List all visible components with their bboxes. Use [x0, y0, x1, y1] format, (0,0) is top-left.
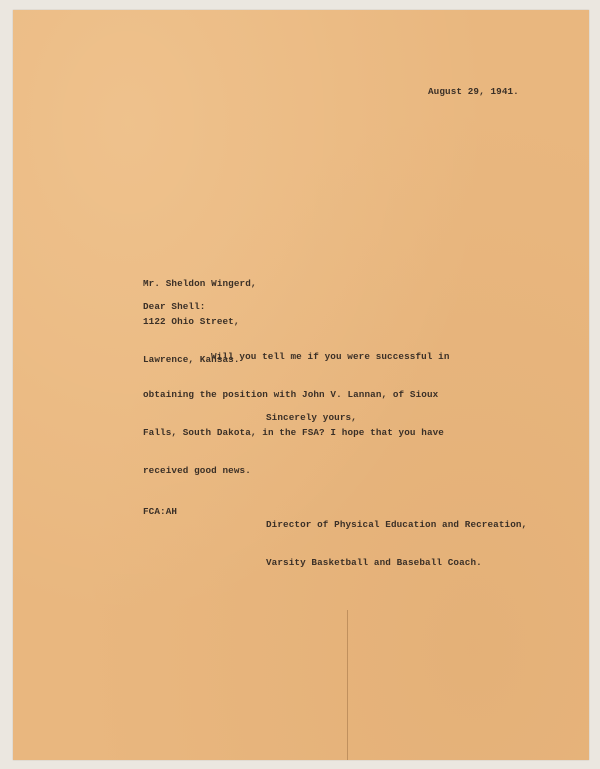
paper-fold-crease [347, 610, 348, 760]
body-line: Falls, South Dakota, in the FSA? I hope that you have [143, 426, 444, 438]
recipient-city: Lawrence, Kansas. [143, 353, 240, 365]
body-line: received good news. [143, 464, 251, 476]
recipient-name: Mr. Sheldon Wingerd, [143, 278, 257, 290]
signature-title-line: Varsity Basketball and Baseball Coach. [266, 556, 482, 568]
body-line: Will you tell me if you were successful in [211, 351, 450, 363]
salutation: Dear Shell: [143, 301, 206, 312]
recipient-street: 1122 Ohio Street, [143, 315, 240, 327]
letter-date: August 29, 1941. [428, 86, 519, 97]
signature-title [266, 494, 527, 595]
signature-title-line: Director of Physical Education and Recreation, [266, 519, 528, 531]
body-line: obtaining the position with John V. Lannan, of Sioux [143, 388, 439, 400]
typist-initials: FCA:AH [143, 506, 178, 517]
closing: Sincerely yours, [266, 412, 357, 423]
letter-page [13, 10, 589, 760]
